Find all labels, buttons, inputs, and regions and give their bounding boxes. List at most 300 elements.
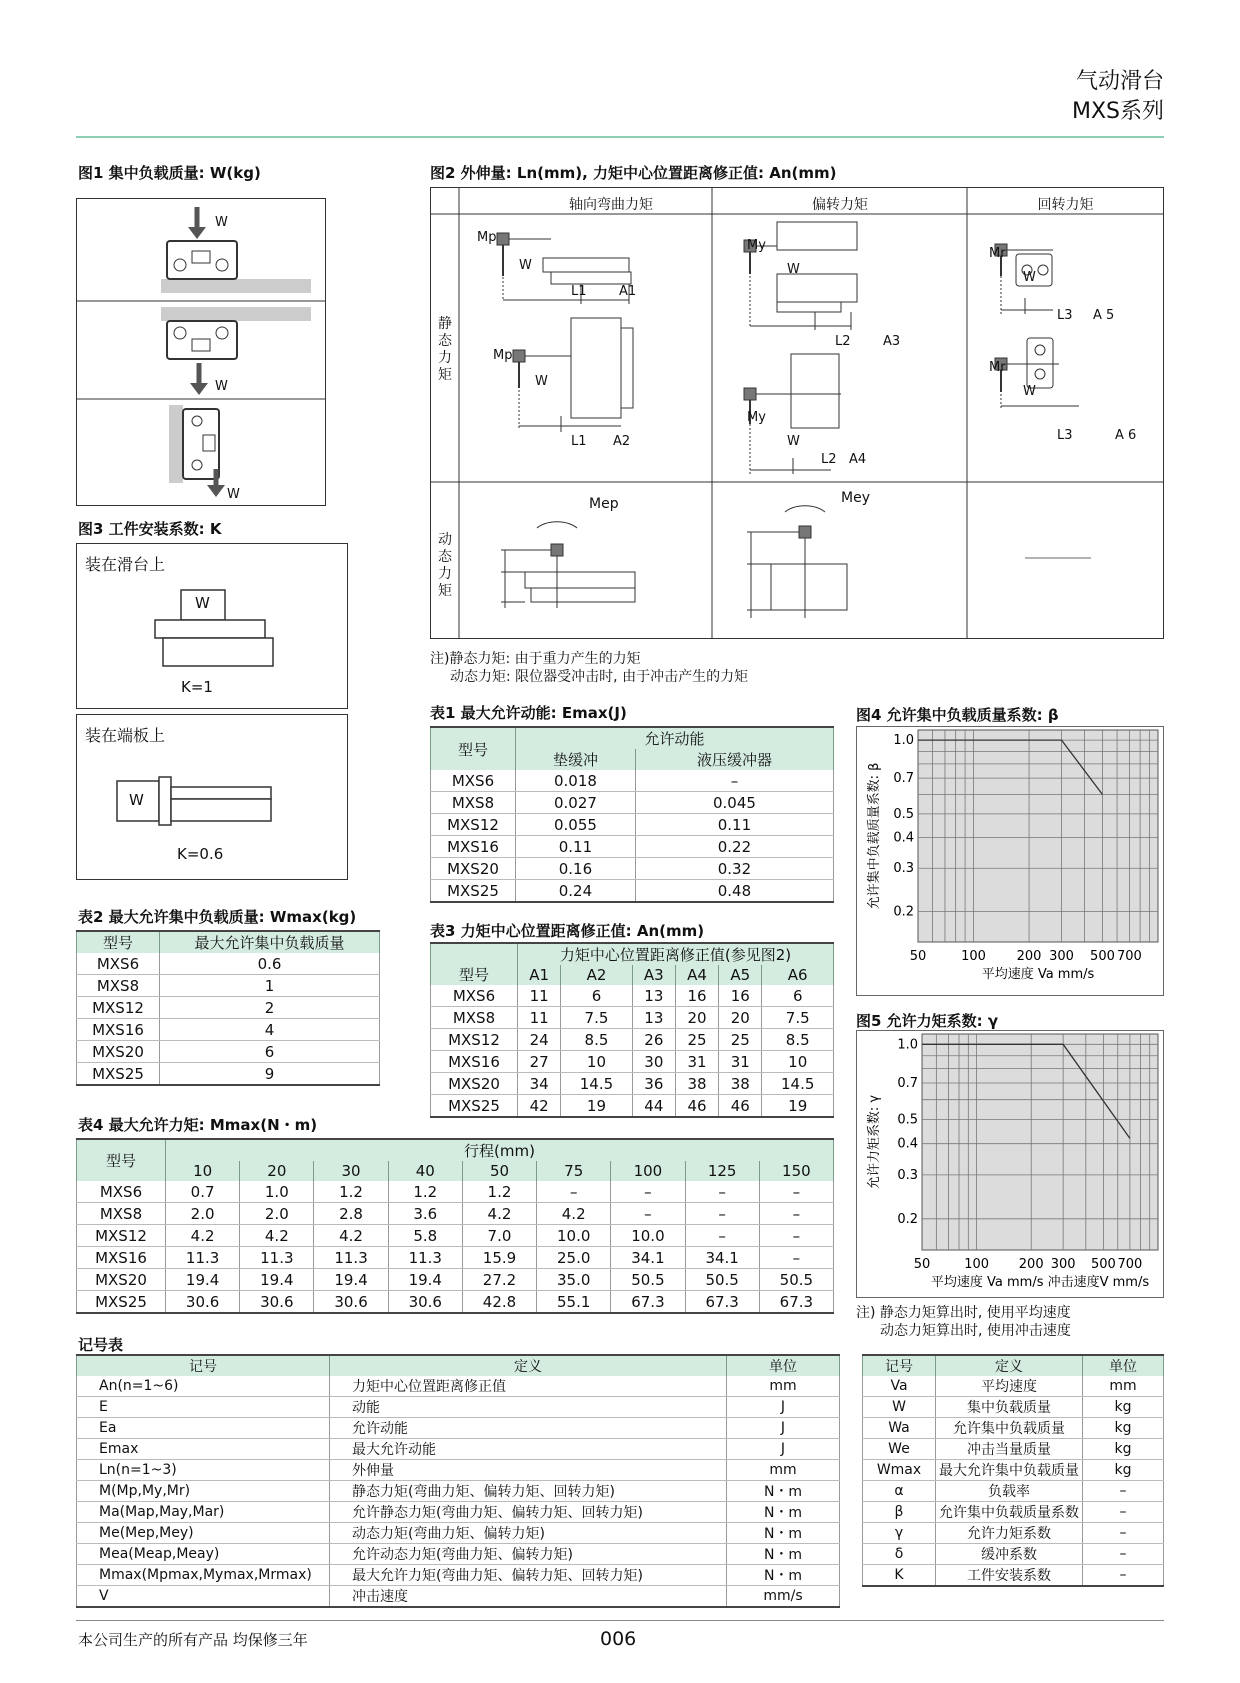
fig4-ytick: 0.5 [893, 806, 914, 822]
symbols2-cell: – [1083, 1565, 1164, 1587]
fig2-label-w-1: W [519, 258, 532, 273]
symbols2-cell: 允许集中负载质量系数 [936, 1502, 1083, 1523]
table4-col-header: 40 [388, 1161, 462, 1181]
symbols-cell: V [77, 1586, 330, 1608]
fig2-label-l3-2: L3 [1057, 428, 1073, 443]
table4-cell: 30.6 [388, 1291, 462, 1314]
symbols-row [77, 1586, 840, 1608]
table4-cell: 10.0 [537, 1225, 611, 1247]
table1-cell: MXS25 [431, 880, 516, 903]
table3-cell: 6 [762, 985, 834, 1007]
table3-cell: 20 [675, 1007, 718, 1029]
table3 [430, 942, 834, 1118]
fig2-label-mr-1: Mr [989, 246, 1006, 261]
fig5-xtick: 200 [1018, 1257, 1044, 1272]
table1-cell: 0.045 [635, 792, 833, 814]
table4-cell: – [759, 1247, 833, 1269]
symbols-cell: 允许动能 [330, 1418, 727, 1439]
symbols-cell: 最大允许力矩(弯曲力矩、偏转力矩、回转力矩) [330, 1565, 727, 1586]
fig4-xtick: 500 [1090, 949, 1115, 964]
table3-row [431, 1095, 834, 1118]
fig4-xlabel: 平均速度 Va mm/s [981, 967, 1095, 982]
fig3-title: 图3 工件安装系数: K [78, 520, 222, 538]
symbols2-cell: – [1083, 1502, 1164, 1523]
symbols2-row [863, 1544, 1164, 1565]
symbols-cell: mm [727, 1376, 840, 1397]
fig4-xtick: 700 [1117, 949, 1142, 964]
symbols2-cell: 缓冲系数 [936, 1544, 1083, 1565]
symbols2-row [863, 1460, 1164, 1481]
table1-h-group: 允许动能 [516, 727, 834, 749]
fig1-panel [76, 198, 326, 506]
fig4-ytick: 1.0 [893, 733, 914, 749]
fig2-label-my-2: My [747, 410, 766, 425]
symbols-cell: Mea(Meap,Meay) [77, 1544, 330, 1565]
table4-cell: – [611, 1181, 685, 1203]
symbols-row [77, 1565, 840, 1586]
table2-h-model: 型号 [77, 931, 160, 953]
table2-cell: 2 [160, 997, 380, 1019]
fig1-w-label-1: W [215, 215, 228, 230]
table2-cell: MXS8 [77, 975, 160, 997]
table4-cell: MXS20 [77, 1269, 166, 1291]
symbols-row [77, 1439, 840, 1460]
table3-cell: MXS12 [431, 1029, 518, 1051]
fig3-panel1-k: K=1 [181, 678, 213, 696]
table1-cell: MXS8 [431, 792, 516, 814]
table4-cell: 10.0 [611, 1225, 685, 1247]
table4-cell: 4.2 [166, 1225, 240, 1247]
symbols2-row [863, 1439, 1164, 1460]
fig5-xtick: 50 [913, 1257, 931, 1272]
table4-h-model: 型号 [77, 1139, 166, 1181]
symbols-cell: J [727, 1397, 840, 1418]
table3-cell: 27 [518, 1051, 561, 1073]
table4-row [77, 1203, 834, 1225]
table4-cell: 1.2 [462, 1181, 536, 1203]
table4-row [77, 1291, 834, 1314]
header-divider [76, 136, 1164, 138]
symbols2-cell: 负载率 [936, 1481, 1083, 1502]
symbols-cell: N・m [727, 1544, 840, 1565]
table3-cell: 36 [632, 1073, 675, 1095]
table3-row [431, 985, 834, 1007]
fig2-col-header-1: 轴向弯曲力矩 [569, 197, 653, 213]
fig2-label-w-4: W [787, 434, 800, 449]
symbols-h-definition: 定义 [330, 1355, 727, 1376]
table1-cell: 0.027 [516, 792, 636, 814]
fig3-panel2-k: K=0.6 [177, 845, 224, 863]
table4-cell: – [537, 1181, 611, 1203]
table2-cell: 0.6 [160, 953, 380, 975]
table2-cell: 6 [160, 1041, 380, 1063]
table4-cell: 42.8 [462, 1291, 536, 1314]
symbols2-cell: α [863, 1481, 936, 1502]
symbols-cell: 动能 [330, 1397, 727, 1418]
symbols2-cell: kg [1083, 1460, 1164, 1481]
table4-cell: 11.3 [166, 1247, 240, 1269]
table3-cell: 13 [632, 985, 675, 1007]
table4-col-header: 10 [166, 1161, 240, 1181]
table4-cell: 4.2 [537, 1203, 611, 1225]
fig5-ytick: 0.3 [897, 1167, 918, 1183]
symbols-cell: M(Mp,My,Mr) [77, 1481, 330, 1502]
table4-col-header: 50 [462, 1161, 536, 1181]
table3-col-header: A6 [762, 965, 834, 985]
table4-cell: 50.5 [759, 1269, 833, 1291]
fig2-note-line2: 动态力矩: 限位器受冲击时, 由于冲击产生的力矩 [450, 669, 749, 685]
symbols2-row [863, 1502, 1164, 1523]
table4-cell: 67.3 [685, 1291, 759, 1314]
table3-cell: 46 [675, 1095, 718, 1118]
fig2-label-l1-2: L1 [571, 434, 587, 449]
table3-h-group: 力矩中心位置距离修正值(参见图2) [518, 943, 834, 965]
table4-cell: MXS12 [77, 1225, 166, 1247]
fig5-ytick: 1.0 [897, 1037, 918, 1053]
fig4-xtick: 300 [1049, 949, 1074, 964]
table1 [430, 726, 834, 903]
table1-row [431, 858, 834, 880]
symbols2-row [863, 1418, 1164, 1439]
table3-col-header: A1 [518, 965, 561, 985]
symbols2-cell: kg [1083, 1418, 1164, 1439]
symbols2-cell: Wmax [863, 1460, 936, 1481]
table4-row [77, 1181, 834, 1203]
table2-title: 表2 最大允许集中负载质量: Wmax(kg) [78, 908, 357, 926]
table3-cell: 14.5 [762, 1073, 834, 1095]
symbols2-cell: K [863, 1565, 936, 1587]
table4-cell: 67.3 [611, 1291, 685, 1314]
symbols-row [77, 1481, 840, 1502]
fig2-row-header-2: 动态力矩 [438, 532, 452, 599]
fig5-ytick: 0.2 [897, 1211, 918, 1227]
symbols2-row [863, 1565, 1164, 1587]
table4-cell: MXS6 [77, 1181, 166, 1203]
table4-cell: 3.6 [388, 1203, 462, 1225]
table2 [76, 930, 380, 1086]
symbols-cell: E [77, 1397, 330, 1418]
table1-row [431, 836, 834, 858]
table4-cell: 67.3 [759, 1291, 833, 1314]
table4-cell: 30.6 [314, 1291, 388, 1314]
table3-h-model: 型号 [431, 943, 518, 985]
table3-row [431, 1073, 834, 1095]
symbols-h-unit: 单位 [727, 1355, 840, 1376]
table4-cell: MXS25 [77, 1291, 166, 1314]
table3-row [431, 1029, 834, 1051]
table1-h-sub2: 液压缓冲器 [635, 749, 833, 770]
table3-cell: 42 [518, 1095, 561, 1118]
table4 [76, 1138, 834, 1314]
table4-cell: 19.4 [314, 1269, 388, 1291]
symbols2-cell: W [863, 1397, 936, 1418]
symbols-cell: 动态力矩(弯曲力矩、偏转力矩) [330, 1523, 727, 1544]
fig4-xtick: 200 [1016, 949, 1042, 964]
header-title-line1: 气动滑台 [1075, 69, 1164, 94]
table4-cell: 27.2 [462, 1269, 536, 1291]
table4-cell: – [685, 1203, 759, 1225]
table4-cell: 50.5 [685, 1269, 759, 1291]
symbols-h-symbol: 记号 [77, 1355, 330, 1376]
table4-cell: 2.0 [166, 1203, 240, 1225]
symbols-cell: N・m [727, 1565, 840, 1586]
symbols-cell: Mmax(Mpmax,Mymax,Mrmax) [77, 1565, 330, 1586]
table4-col-header: 150 [759, 1161, 833, 1181]
fig4-ytick: 0.7 [893, 771, 914, 787]
fig1-w-label-2: W [215, 379, 228, 394]
table3-cell: 11 [518, 985, 561, 1007]
symbols2-cell: kg [1083, 1439, 1164, 1460]
table1-cell: 0.24 [516, 880, 636, 903]
table2-row [77, 953, 380, 975]
symbols2-cell: 允许力矩系数 [936, 1523, 1083, 1544]
symbols-row [77, 1397, 840, 1418]
table4-cell: – [759, 1181, 833, 1203]
table1-row [431, 814, 834, 836]
table3-title: 表3 力矩中心位置距离修正值: An(mm) [430, 922, 705, 940]
table3-cell: 19 [561, 1095, 632, 1118]
table3-row [431, 1007, 834, 1029]
fig2-note-line1: 注)静态力矩: 由于重力产生的力矩 [430, 651, 641, 667]
symbols2-cell: – [1083, 1544, 1164, 1565]
symbols-table-2 [862, 1354, 1164, 1587]
symbols2-row [863, 1523, 1164, 1544]
table3-cell: 11 [518, 1007, 561, 1029]
fig4-chart [856, 726, 1164, 996]
symbols2-cell: β [863, 1502, 936, 1523]
symbols-cell: Emax [77, 1439, 330, 1460]
fig5-xtick: 300 [1050, 1257, 1076, 1272]
table1-cell: MXS6 [431, 770, 516, 792]
header-title-line2: MXS系列 [1071, 99, 1164, 124]
symbols-cell: N・m [727, 1502, 840, 1523]
symbols-cell: 允许静态力矩(弯曲力矩、偏转力矩、回转力矩) [330, 1502, 727, 1523]
table1-cell: 0.48 [635, 880, 833, 903]
footer-page-number: 006 [600, 1628, 637, 1650]
table2-cell: MXS20 [77, 1041, 160, 1063]
fig2-row-header-1: 静态力矩 [438, 316, 452, 383]
fig2-label-l1-1: L1 [571, 284, 587, 299]
table2-h-value: 最大允许集中负载质量 [160, 931, 380, 953]
symbols-cell: 允许动态力矩(弯曲力矩、偏转力矩) [330, 1544, 727, 1565]
table1-row [431, 880, 834, 903]
table2-cell: MXS6 [77, 953, 160, 975]
symbols2-cell: mm [1083, 1376, 1164, 1397]
fig2-label-a2: A2 [613, 434, 631, 449]
table2-cell: 4 [160, 1019, 380, 1041]
fig2-label-a5: A 5 [1093, 308, 1115, 323]
table3-cell: 38 [719, 1073, 762, 1095]
symbols-cell: 力矩中心位置距离修正值 [330, 1376, 727, 1397]
fig3-panel1 [76, 543, 348, 709]
fig5-ytick: 0.5 [897, 1112, 918, 1128]
symbols2-cell: 允许集中负载质量 [936, 1418, 1083, 1439]
footer-divider [76, 1620, 1164, 1621]
table4-col-header: 20 [240, 1161, 314, 1181]
table3-cell: 24 [518, 1029, 561, 1051]
table4-cell: 50.5 [611, 1269, 685, 1291]
symbols-row [77, 1460, 840, 1481]
symbols2-cell: – [1083, 1481, 1164, 1502]
table3-cell: 13 [632, 1007, 675, 1029]
table2-cell: MXS16 [77, 1019, 160, 1041]
symbols-cell: Ln(n=1~3) [77, 1460, 330, 1481]
symbols2-cell: γ [863, 1523, 936, 1544]
table4-cell: 11.3 [388, 1247, 462, 1269]
symbols-cell: N・m [727, 1523, 840, 1544]
table4-cell: MXS16 [77, 1247, 166, 1269]
table1-h-model: 型号 [431, 727, 516, 770]
table4-col-header: 30 [314, 1161, 388, 1181]
table1-row [431, 770, 834, 792]
fig5-chart [856, 1030, 1164, 1298]
fig3-panel2-w: W [129, 791, 144, 809]
table4-cell: 19.4 [240, 1269, 314, 1291]
fig4-plot-area [918, 730, 1158, 942]
table1-cell: – [635, 770, 833, 792]
symbols2-cell: 冲击当量质量 [936, 1439, 1083, 1460]
symbols-row [77, 1544, 840, 1565]
fig2-label-mey: Mey [841, 490, 870, 506]
table3-cell: 30 [632, 1051, 675, 1073]
table4-cell: 19.4 [166, 1269, 240, 1291]
table4-cell: – [685, 1225, 759, 1247]
table3-cell: 7.5 [762, 1007, 834, 1029]
symbols-cell: 外伸量 [330, 1460, 727, 1481]
table1-cell: MXS20 [431, 858, 516, 880]
fig2-col-header-2: 偏转力矩 [812, 197, 868, 213]
fig5-ytick: 0.7 [897, 1075, 918, 1091]
table3-cell: MXS16 [431, 1051, 518, 1073]
table4-cell: 1.0 [240, 1181, 314, 1203]
table3-cell: 10 [762, 1051, 834, 1073]
table3-cell: 26 [632, 1029, 675, 1051]
fig2-label-l3-1: L3 [1057, 308, 1073, 323]
table3-cell: MXS8 [431, 1007, 518, 1029]
table4-cell: 5.8 [388, 1225, 462, 1247]
symbols-cell: J [727, 1418, 840, 1439]
table2-row [77, 975, 380, 997]
symbols2-h-symbol: 记号 [863, 1355, 936, 1376]
table1-cell: 0.16 [516, 858, 636, 880]
fig5-note-line2: 动态力矩算出时, 使用冲击速度 [880, 1323, 1071, 1339]
table4-cell: – [611, 1203, 685, 1225]
table4-cell: 4.2 [314, 1225, 388, 1247]
fig5-xtick: 500 [1090, 1257, 1116, 1272]
table3-cell: 14.5 [561, 1073, 632, 1095]
table3-cell: 46 [719, 1095, 762, 1118]
table4-cell: 35.0 [537, 1269, 611, 1291]
symbols2-cell: kg [1083, 1397, 1164, 1418]
table2-cell: 9 [160, 1063, 380, 1086]
fig2-label-my-1: My [747, 238, 766, 253]
table4-cell: 4.2 [240, 1225, 314, 1247]
fig1-title: 图1 集中负载质量: W(kg) [78, 164, 261, 182]
table4-row [77, 1269, 834, 1291]
table3-cell: MXS20 [431, 1073, 518, 1095]
table3-col-header: A5 [719, 965, 762, 985]
table4-col-header: 75 [537, 1161, 611, 1181]
table3-cell: 8.5 [762, 1029, 834, 1051]
symbols2-cell: 最大允许集中负载质量 [936, 1460, 1083, 1481]
table4-cell: 15.9 [462, 1247, 536, 1269]
table3-col-header: A2 [561, 965, 632, 985]
fig2-label-a6: A 6 [1115, 428, 1137, 443]
symbols-cell: J [727, 1439, 840, 1460]
table4-cell: 4.2 [462, 1203, 536, 1225]
table2-cell: MXS25 [77, 1063, 160, 1086]
symbols2-cell: We [863, 1439, 936, 1460]
table3-cell: 8.5 [561, 1029, 632, 1051]
fig2-label-l2-1: L2 [835, 334, 851, 349]
table4-cell: 55.1 [537, 1291, 611, 1314]
table2-row [77, 997, 380, 1019]
fig1-w-label-3: W [227, 487, 240, 502]
table4-col-header: 100 [611, 1161, 685, 1181]
fig4-title: 图4 允许集中负载质量系数: β [856, 706, 1059, 724]
fig4-ytick: 0.2 [893, 904, 914, 920]
symbols2-cell: 工件安装系数 [936, 1565, 1083, 1587]
fig2-label-a1: A1 [619, 284, 637, 299]
table3-cell: MXS6 [431, 985, 518, 1007]
table3-row [431, 1051, 834, 1073]
symbols2-row [863, 1397, 1164, 1418]
table4-cell: 34.1 [611, 1247, 685, 1269]
table4-h-group: 行程(mm) [166, 1139, 834, 1161]
symbols-cell: 静态力矩(弯曲力矩、偏转力矩、回转力矩) [330, 1481, 727, 1502]
table4-title: 表4 最大允许力矩: Mmax(N・m) [78, 1116, 318, 1134]
table4-cell: 19.4 [388, 1269, 462, 1291]
symbols2-cell: δ [863, 1544, 936, 1565]
table4-cell: 30.6 [240, 1291, 314, 1314]
fig1-diagram [77, 199, 325, 505]
table3-cell: 16 [719, 985, 762, 1007]
symbols-row [77, 1418, 840, 1439]
table3-cell: 20 [719, 1007, 762, 1029]
symbols-cell: Ma(Map,May,Mar) [77, 1502, 330, 1523]
fig3-panel1-w: W [195, 594, 210, 612]
fig2-label-a4: A4 [849, 452, 867, 467]
symbols-cell: 最大允许动能 [330, 1439, 727, 1460]
table4-cell: 7.0 [462, 1225, 536, 1247]
fig2-label-w-3: W [787, 262, 800, 277]
table1-cell: 0.22 [635, 836, 833, 858]
symbols2-cell: 集中负载质量 [936, 1397, 1083, 1418]
table3-cell: 10 [561, 1051, 632, 1073]
table2-row [77, 1063, 380, 1086]
fig2-label-mp-1: Mp [477, 230, 497, 245]
symbols2-cell: Va [863, 1376, 936, 1397]
table4-cell: 11.3 [240, 1247, 314, 1269]
fig5-xtick: 100 [964, 1257, 990, 1272]
table3-cell: 34 [518, 1073, 561, 1095]
symbols2-cell: Wa [863, 1418, 936, 1439]
table4-cell: 2.0 [240, 1203, 314, 1225]
symbols-title: 记号表 [78, 1336, 124, 1354]
symbols2-row [863, 1481, 1164, 1502]
table3-cell: 44 [632, 1095, 675, 1118]
table3-cell: 31 [719, 1051, 762, 1073]
symbols-cell: Me(Mep,Mey) [77, 1523, 330, 1544]
fig4-ytick: 0.4 [893, 830, 914, 846]
fig4-ytick: 0.3 [893, 861, 914, 877]
symbols-cell: mm [727, 1460, 840, 1481]
symbols-cell: N・m [727, 1481, 840, 1502]
fig2-label-w-2: W [535, 374, 548, 389]
table2-row [77, 1019, 380, 1041]
fig2-label-mep: Mep [589, 496, 619, 512]
table4-row [77, 1247, 834, 1269]
